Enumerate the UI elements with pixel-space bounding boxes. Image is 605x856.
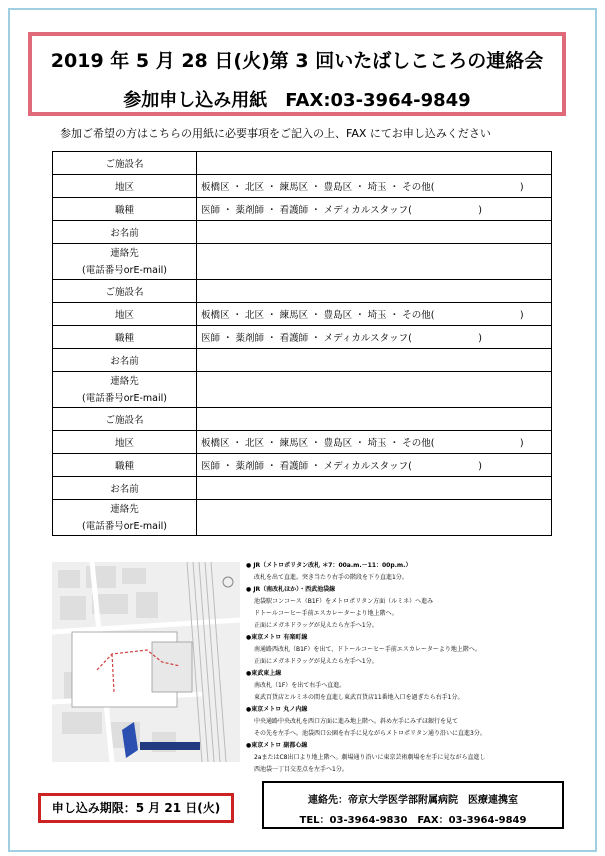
name-value-cell[interactable] [197, 221, 552, 244]
access-route-heading: ●東京メトロ 丸ノ内線 [246, 706, 308, 713]
area-label: 地区 [53, 303, 197, 326]
contact-label [53, 244, 197, 280]
job-label: 職種 [53, 326, 197, 349]
access-route-heading: ●東京メトロ 有楽町線 [246, 634, 308, 641]
access-route-detail: 正面にメガネドラッグが見えたら左手へ1分。 [254, 658, 378, 665]
map-illustration [52, 562, 240, 762]
form-row-name [53, 349, 552, 372]
facility-value-cell[interactable] [197, 152, 552, 175]
access-route-detail: 西池袋一丁目交差点を左手へ1分。 [254, 766, 348, 773]
form-row-area [53, 175, 552, 198]
name-label: お名前 [53, 349, 197, 372]
access-route-detail: 正面にメガネドラッグが見えたら左手へ1分。 [254, 622, 378, 629]
title-box [28, 32, 566, 116]
job-value-cell[interactable]: 医師 ・ 薬剤師 ・ 看護師 ・ メディカルスタッフ( ) [197, 326, 552, 349]
job-label: 職種 [53, 198, 197, 221]
form-row-contact [53, 244, 552, 280]
access-directions [246, 560, 556, 776]
area-value-cell[interactable]: 板橋区 ・ 北区 ・ 練馬区 ・ 豊島区 ・ 埼玉 ・ その他( ) [197, 431, 552, 454]
form-row-job [53, 326, 552, 349]
access-route-detail: 中央通路中央改札を西口方面に進み地上階へ。斜め左手にみずほ銀行を見て [254, 718, 459, 725]
access-route-detail: 南通路西改札（B1F）を出て、ドトールコーヒー手前エスカレーターより地上階へ。 [254, 646, 481, 653]
application-form-table [52, 151, 552, 536]
form-row-facility [53, 152, 552, 175]
access-map [52, 562, 240, 762]
form-row-job [53, 198, 552, 221]
contact-value-cell[interactable] [197, 372, 552, 408]
form-row-area [53, 303, 552, 326]
contact-label-detail: (電話番号orE-mail) [82, 520, 167, 532]
area-value-cell[interactable]: 板橋区 ・ 北区 ・ 練馬区 ・ 豊島区 ・ 埼玉 ・ その他( ) [197, 303, 552, 326]
access-route-heading: ● JR（南改札ほか）・西武池袋線 [246, 586, 336, 593]
contact-tel-fax: TEL：03-3964-9830 FAX：03-3964-9849 [299, 815, 527, 826]
contact-label-detail: (電話番号orE-mail) [82, 264, 167, 276]
job-value-cell[interactable]: 医師 ・ 薬剤師 ・ 看護師 ・ メディカルスタッフ( ) [197, 454, 552, 477]
job-value-cell[interactable]: 医師 ・ 薬剤師 ・ 看護師 ・ メディカルスタッフ( ) [197, 198, 552, 221]
facility-label: ご施設名 [53, 280, 197, 303]
contact-label-main: 連絡先 [110, 247, 139, 259]
form-row-contact [53, 372, 552, 408]
facility-value-cell[interactable] [197, 280, 552, 303]
form-row-facility [53, 280, 552, 303]
facility-label: ご施設名 [53, 152, 197, 175]
job-label: 職種 [53, 454, 197, 477]
deadline-box: 申し込み期限：5 月 21 日(火) [38, 793, 234, 823]
area-label: 地区 [53, 175, 197, 198]
form-row-name [53, 221, 552, 244]
area-label: 地区 [53, 431, 197, 454]
contact-label-main: 連絡先 [110, 375, 139, 387]
access-route-detail: 南改札（1F）を出て右手へ直進。 [254, 682, 346, 689]
access-route-detail: 池袋駅コンコース（B1F）をメトロポリタン方面（ルミネ）へ進み [254, 598, 434, 605]
form-row-facility [53, 408, 552, 431]
contact-value-cell[interactable] [197, 500, 552, 536]
access-route-heading: ●東武東上線 [246, 670, 282, 677]
form-row-contact [53, 500, 552, 536]
form-title-fax: 参加申し込み用紙 FAX:03-3964-9849 [123, 90, 471, 111]
facility-value-cell[interactable] [197, 408, 552, 431]
contact-value-cell[interactable] [197, 244, 552, 280]
access-route-detail: 東武百貨店とルミネの間を直進し東武百貨店11番地入口を過ぎたら右手1分。 [254, 694, 464, 701]
contact-label [53, 372, 197, 408]
area-value-cell[interactable]: 板橋区 ・ 北区 ・ 練馬区 ・ 豊島区 ・ 埼玉 ・ その他( ) [197, 175, 552, 198]
form-row-name [53, 477, 552, 500]
name-label: お名前 [53, 477, 197, 500]
access-route-heading: ● JR（メトロポリタン改札 ＊7：00a.m.－11：00p.m.） [246, 562, 412, 569]
form-row-area [53, 431, 552, 454]
contact-label-detail: (電話番号orE-mail) [82, 392, 167, 404]
name-value-cell[interactable] [197, 477, 552, 500]
contact-label-main: 連絡先 [110, 503, 139, 515]
name-value-cell[interactable] [197, 349, 552, 372]
contact-box [262, 781, 564, 829]
contact-organization: 連絡先：帝京大学医学部附属病院 医療連携室 [308, 795, 518, 806]
facility-label: ご施設名 [53, 408, 197, 431]
form-row-job [53, 454, 552, 477]
access-route-heading: ●東京メトロ 副都心線 [246, 742, 308, 749]
access-route-detail: 改札を出て直進。突き当たり右手の階段を下り直進1分。 [254, 574, 408, 581]
name-label: お名前 [53, 221, 197, 244]
event-title: 2019 年 5 月 28 日(火)第 3 回いたばしこころの連絡会 [50, 50, 544, 72]
contact-label [53, 500, 197, 536]
access-route-detail: その先を左手へ。池袋西口公園を右手に見ながらメトロポリタン通り沿いに直進3分。 [254, 730, 486, 737]
access-route-detail: ドトールコーヒー手前エスカレーターより地上階へ。 [254, 610, 398, 617]
intro-text: 参加ご希望の方はこちらの用紙に必要事項をご記入の上、FAX にてお申し込みください [60, 127, 491, 140]
access-route-detail: 2aまたはC8出口より地上階へ。劇場通り沿いに東京芸術劇場を左手に見ながら直進し [254, 754, 486, 761]
